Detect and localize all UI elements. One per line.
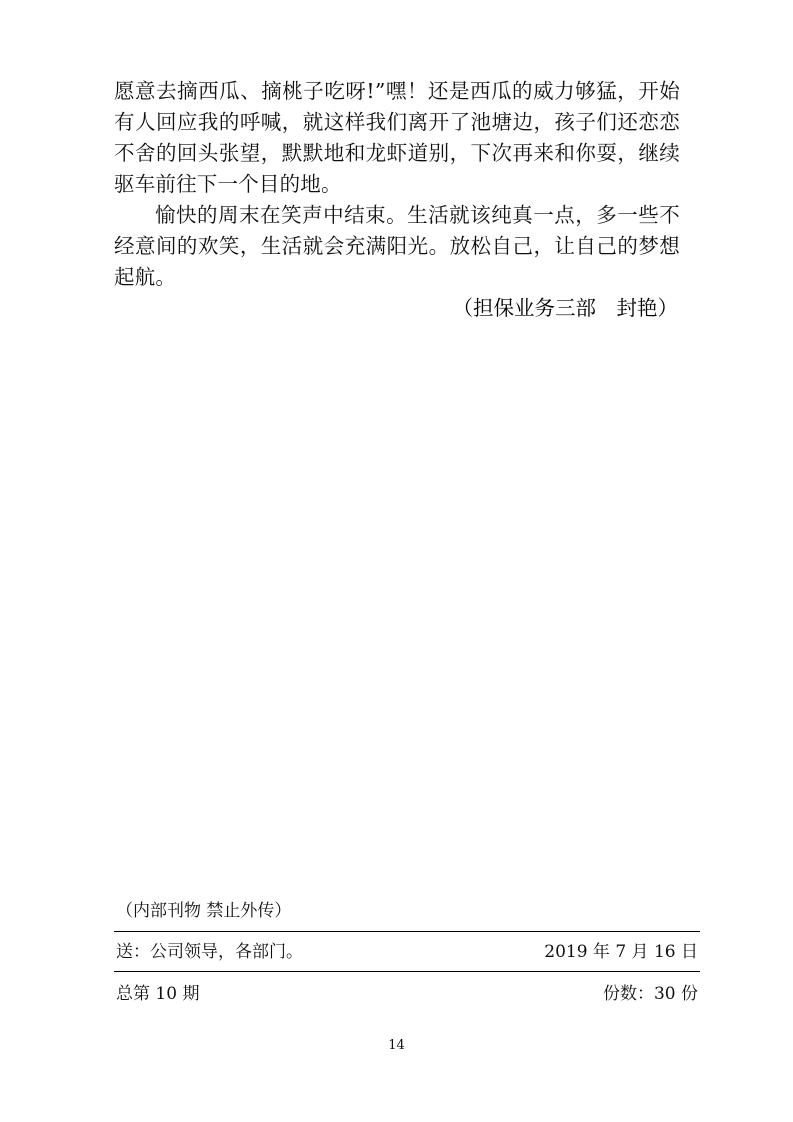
signature-text: （担保业务三部 封艳） — [452, 296, 678, 320]
body-paragraph-1: 愿意去摘西瓜、摘桃子吃呀!”嘿！还是西瓜的威力够猛，开始有人回应我的呼喊，就这样我们离开了池塘边，孩子们还恋恋不舍的回头张望，默默地和龙虾道别，下次再来和你耍，继续驱车前往下一个目的地。 — [114, 79, 680, 196]
copies-count: 份数：30 份 — [602, 984, 698, 1004]
distribution-label: 送：公司领导，各部门。 — [116, 942, 303, 962]
footer-distribution-row — [114, 932, 700, 971]
document-body — [114, 76, 680, 324]
page-footer — [114, 895, 700, 1007]
issue-date: 2019 年 7 月 16 日 — [544, 942, 698, 962]
internal-notice: （内部刊物 禁止外传） — [116, 901, 292, 921]
page-number: 14 — [388, 1038, 405, 1053]
issue-number: 总第 10 期 — [116, 984, 200, 1004]
body-paragraph-2: 愉快的周末在笑声中结束。生活就该纯真一点，多一些不经意间的欢笑，生活就会充满阳光。放松自己，让自己的梦想起航。 — [114, 203, 680, 289]
footer-issue-row — [114, 972, 700, 1007]
signature-line — [114, 293, 680, 324]
